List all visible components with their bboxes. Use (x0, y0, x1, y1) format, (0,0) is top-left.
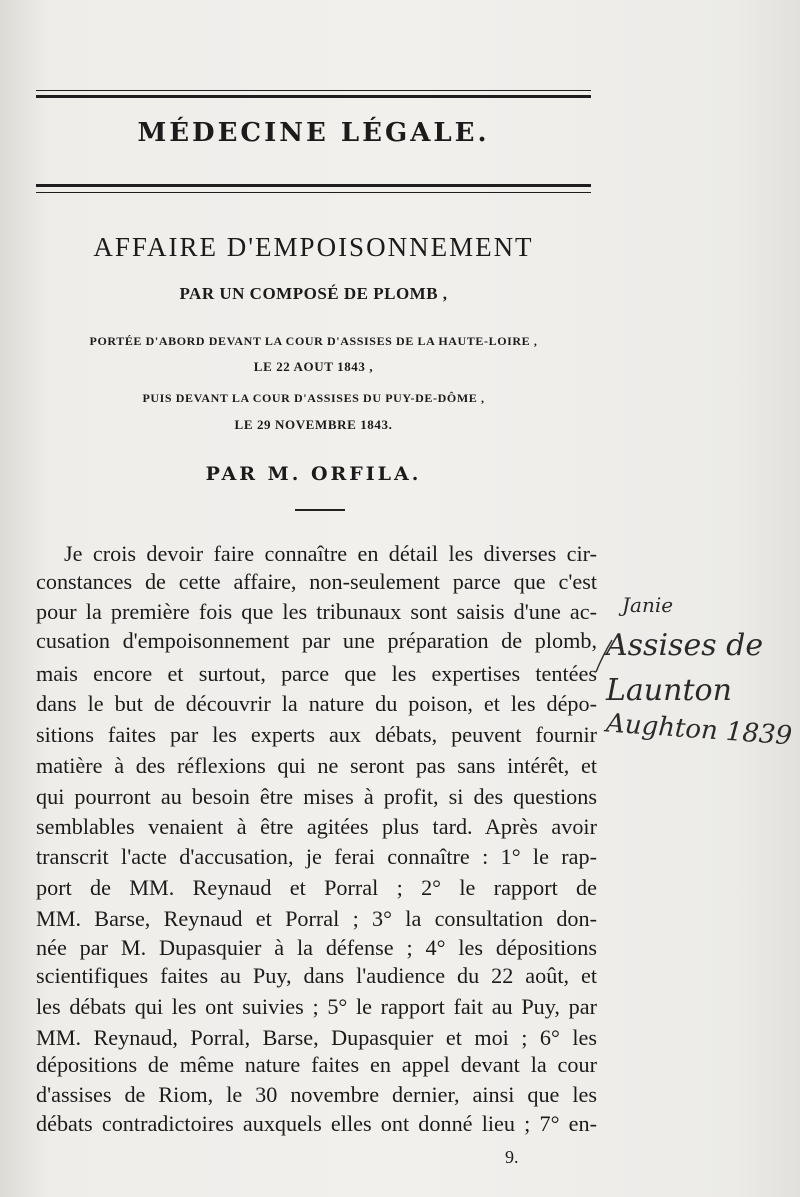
body-line: MM. Barse, Reynaud et Porral ; 3° la consultation don- (36, 906, 597, 931)
page-number: 9. (505, 1147, 519, 1167)
body-line: port de MM. Reynaud et Porral ; 2° le rapport de (36, 875, 597, 900)
body-line: dépositions de même nature faites en appel devant la cour (36, 1052, 597, 1077)
body-line: cusation d'empoisonnement par une préparation de plomb, (36, 628, 597, 653)
body-line: scientifiques faites au Puy, dans l'audience du 22 août, et (36, 963, 597, 988)
body-line: semblables venaient à être agitées plus tard. Après avoir (36, 814, 597, 839)
body-line: née par M. Dupasquier à la défense ; 4° les dépositions (36, 935, 597, 960)
body-line: constances de cette affaire, non-seulement parce que c'est (36, 569, 597, 594)
middle-rule-thick (36, 184, 591, 187)
body-line: sitions faites par les experts aux débats, peuvent fournir (36, 722, 597, 747)
body-line: Je crois devoir faire connaître en détail les diverses cir- (64, 541, 597, 566)
margin-note-line: Janie (622, 593, 674, 617)
margin-note-line: Assises de (606, 628, 764, 663)
date-line-2: LE 29 NOVEMBRE 1843. (234, 417, 393, 432)
body-line: dans le but de découvrir la nature du poison, et les dépo- (36, 691, 597, 716)
section-title: MÉDECINE LÉGALE. (137, 118, 490, 148)
author-byline: PAR M. ORFILA. (205, 463, 422, 485)
article-title: AFFAIRE D'EMPOISONNEMENT (93, 232, 534, 262)
margin-note-line: Launton (606, 673, 732, 708)
date-line-1: LE 22 AOUT 1843 , (253, 359, 374, 374)
court-line-2: PUIS DEVANT LA COUR D'ASSISES DU PUY-DE-DÔME , (142, 391, 485, 405)
body-line: qui pourront au besoin être mises à profit, si des questions (36, 784, 597, 809)
body-line: MM. Reynaud, Porral, Barse, Dupasquier et moi ; 6° les (36, 1025, 597, 1050)
top-rule-thin (36, 90, 591, 91)
pencil-stroke (596, 640, 612, 672)
body-line: d'assises de Riom, le 30 novembre dernier, ainsi que les (36, 1082, 597, 1107)
body-line: matière à des réflexions qui ne seront pas sans intérêt, et (36, 753, 597, 778)
body-line: débats contradictoires auxquels elles ont donné lieu ; 7° en- (36, 1111, 597, 1136)
middle-rule-thin (36, 192, 591, 193)
margin-note-line: Aughton 1839 (605, 708, 794, 752)
court-line-1: PORTÉE D'ABORD DEVANT LA COUR D'ASSISES DE LA HAUTE-LOIRE , (89, 334, 538, 348)
top-rule-thick (36, 95, 591, 98)
article-subtitle: PAR UN COMPOSÉ DE PLOMB , (179, 284, 448, 303)
body-line: transcrit l'acte d'accusation, je ferai connaître : 1° le rap- (36, 844, 597, 869)
body-line: mais encore et surtout, parce que les expertises tentées (36, 661, 597, 686)
body-line: les débats qui les ont suivies ; 5° le rapport fait au Puy, par (36, 994, 597, 1019)
byline-rule (295, 509, 345, 511)
body-line: pour la première fois que les tribunaux sont saisis d'une ac- (36, 599, 597, 624)
